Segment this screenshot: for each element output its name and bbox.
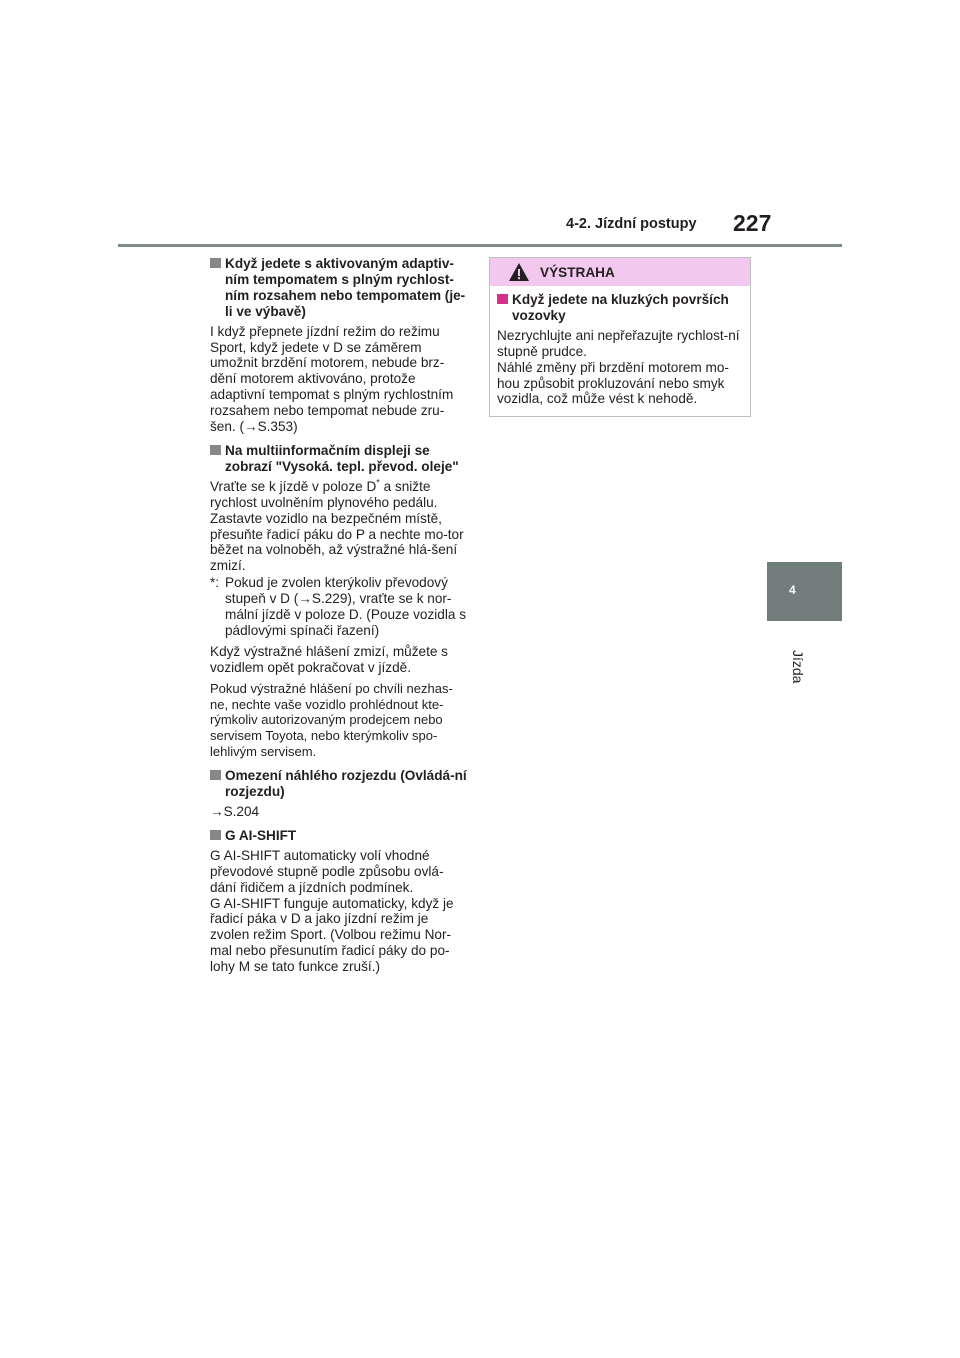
paragraph: Vraťte se k jízdě v poloze D* a snižte rychlost uvolněním plynového pedálu. Zastavte vozidlo na bezpečném místě, přesuňte řadicí páku do P a nechte mo-tor běžet na volnoběh, až výstražné hlá-šení zmizí. bbox=[210, 477, 464, 574]
square-bullet-icon bbox=[210, 770, 221, 780]
chapter-number: 4 bbox=[789, 583, 796, 597]
square-bullet-icon bbox=[210, 445, 221, 455]
warning-header bbox=[490, 258, 750, 286]
warning-heading: Když jedete na kluzkých površích vozovky bbox=[497, 292, 743, 324]
square-bullet-icon bbox=[210, 830, 221, 840]
section-heading: Když jedete s aktivovaným adaptiv-ním tempomatem s plným rychlost-ním rozsahem nebo tempomatem (je-li ve výbavě) bbox=[210, 256, 467, 320]
warning-box bbox=[489, 257, 751, 417]
section-g-ai-shift bbox=[210, 828, 467, 975]
chapter-tab bbox=[767, 562, 842, 621]
paragraph: G AI-SHIFT automaticky volí vhodné převodové stupně podle způsobu ovlá-dání řidičem a jízdních podmínek. bbox=[210, 847, 444, 895]
paragraph: I když přepnete jízdní režim do režimu Sport, když jedete v D se záměrem umožnit brzdění motorem, nebude brz-dění motorem aktivováno, protože adaptivní tempomat s plným rychlostním rozsahem nebo tempomat nebude zru-šen. (→S.353) bbox=[210, 323, 454, 435]
square-bullet-icon bbox=[210, 258, 221, 268]
warning-triangle-icon bbox=[508, 262, 530, 282]
section-sudden-start-limit bbox=[210, 768, 467, 820]
warning-paragraph: Nezrychlujte ani nepřeřazujte rychlost-ní stupně prudce. bbox=[497, 327, 740, 359]
footnote: *: Pokud je zvolen kterýkoliv převodový stupeň v D (→S.229), vraťte se k nor-mální jízdě v poloze D. (Pouze vozidla s pádlovými spínači řazení) bbox=[210, 575, 467, 638]
header-divider bbox=[118, 244, 842, 247]
paragraph: Pokud výstražné hlášení po chvíli nezhas-ne, nechte vaše vozidlo prohlédnout kte-rýmkoliv autorizovaným prodejcem nebo servisem Toyota, nebo kterýmkoliv spo-lehlivým servisem. bbox=[210, 680, 453, 760]
paragraph: Když výstražné hlášení zmizí, můžete s vozidlem opět pokračovat v jízdě. bbox=[210, 643, 448, 675]
section-oil-temperature bbox=[210, 443, 467, 760]
section-heading: Omezení náhlého rozjezdu (Ovládá-ní rozjezdu) bbox=[210, 768, 467, 800]
section-title: 4-2. Jízdní postupy bbox=[566, 216, 697, 232]
section-cruise-control bbox=[210, 256, 467, 435]
warning-title: VÝSTRAHA bbox=[540, 264, 615, 280]
page-reference: →S.204 bbox=[210, 804, 260, 819]
chapter-label: Jízda bbox=[790, 650, 806, 684]
square-bullet-icon bbox=[497, 294, 508, 304]
section-heading: Na multiinformačním displeji se zobrazí "Vysoká. tepl. převod. oleje" bbox=[210, 443, 467, 475]
warning-paragraph: Náhlé změny při brzdění motorem mo-hou způsobit prokluzování nebo smyk vozidla, což může vést k nehodě. bbox=[497, 359, 729, 407]
main-column bbox=[210, 256, 467, 983]
page-number: 227 bbox=[733, 210, 772, 236]
paragraph: G AI-SHIFT funguje automaticky, když je řadicí páka v D a jako jízdní režim je zvolen režim Sport. (Volbou režimu Nor-mal nebo přesunutím řadicí páky do po-lohy M se tato funkce zruší.) bbox=[210, 895, 454, 975]
footnote-marker: * bbox=[376, 477, 380, 488]
section-heading: G AI-SHIFT bbox=[210, 828, 467, 844]
